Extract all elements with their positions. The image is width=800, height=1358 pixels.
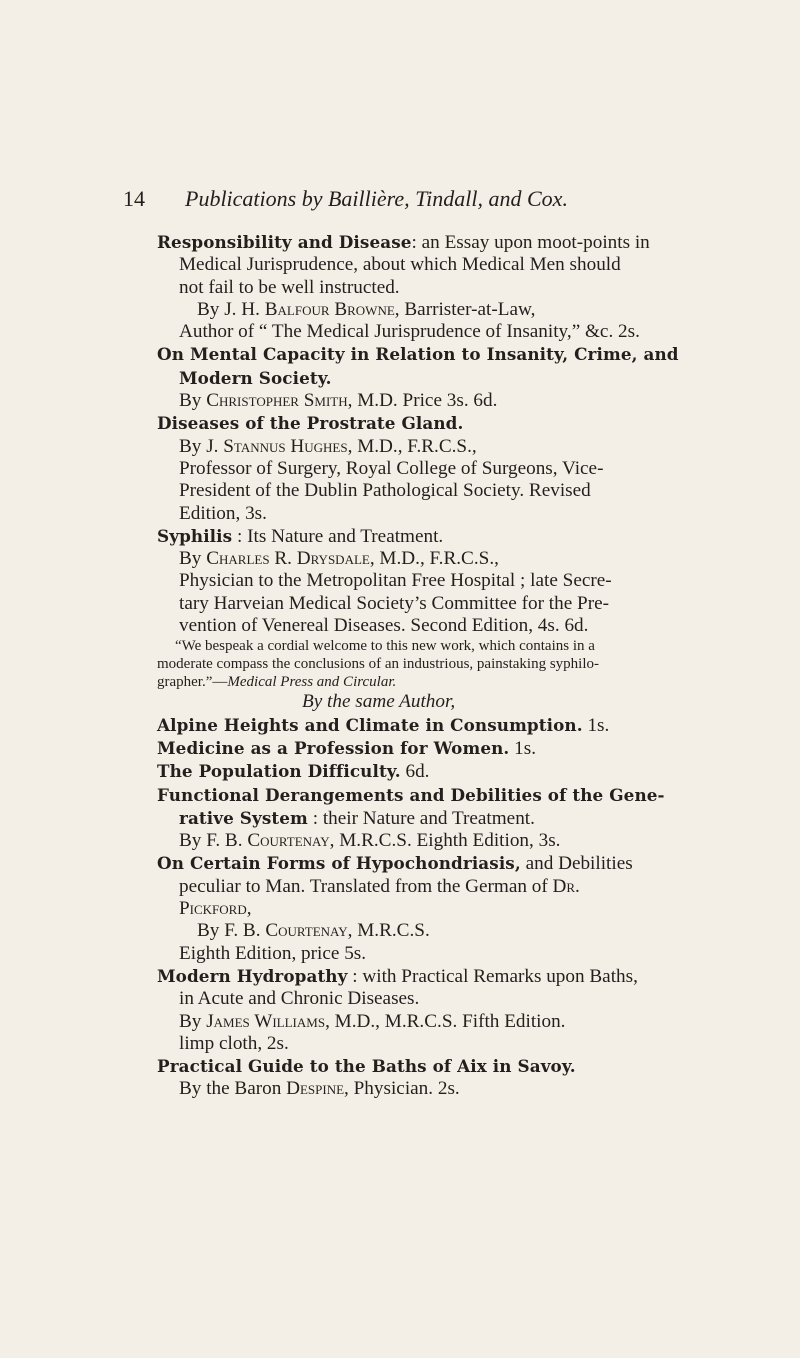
- catalogue-entry: [157, 737, 712, 760]
- entry-line: tary Harveian Medical Society’s Committee for the Pre-: [179, 592, 609, 614]
- entry-line: Professor of Surgery, Royal College of Surgeons, Vice-: [179, 457, 604, 479]
- entry-title: Medicine as a Profession for Women.: [157, 737, 510, 758]
- entry-title: Responsibility and Disease: [157, 232, 412, 252]
- same-author-text: By the same Author,: [302, 691, 456, 713]
- entry-title: Modern Hydropathy: [157, 965, 348, 986]
- catalogue-list: [157, 231, 712, 1101]
- entry-price: 1s.: [514, 737, 537, 759]
- author-name: F. B. Courtenay, M.R.C.S.: [206, 830, 412, 852]
- entry-title: The Population Difficulty.: [157, 761, 401, 782]
- entry-line: Physician to the Metropolitan Free Hospital ; late Secre-: [179, 570, 612, 592]
- entry-title: Functional Derangements and Debilities of the Gene-: [157, 784, 665, 805]
- author-name: Despine,: [286, 1078, 349, 1100]
- entry-price: 6d.: [405, 761, 430, 783]
- author-name: J. Stannus Hughes, M.D., F.R.C.S.,: [206, 435, 477, 457]
- catalogue-entry: [157, 784, 712, 853]
- byline-rest: Price 3s. 6d.: [397, 390, 498, 412]
- entry-subtitle: : their Nature and Treatment.: [307, 807, 535, 829]
- catalogue-entry: [157, 525, 712, 691]
- entry-title: Alpine Heights and Climate in Consumption.: [157, 714, 583, 735]
- author-name: F. B. Courtenay, M.R.C.S.: [224, 920, 430, 942]
- entry-line: not fail to be well instructed.: [179, 276, 400, 298]
- quote-line: “We bespeak a cordial welcome to this new work, which contains in a: [175, 638, 595, 655]
- quote-line: moderate compass the conclusions of an industrious, painstaking syphilo-: [157, 656, 600, 673]
- running-title: Publications by Baillière, Tindall, and Cox.: [185, 186, 568, 211]
- entry-line: Eighth Edition, price 5s.: [179, 942, 367, 964]
- catalogue-entry: [157, 412, 712, 524]
- entry-price: 1s.: [587, 714, 610, 736]
- same-author-heading: [157, 691, 712, 713]
- byline-prefix: By: [197, 920, 225, 942]
- author-name: Dr.: [552, 875, 580, 897]
- entry-line: Author of “ The Medical Jurisprudence of Insanity,” &c. 2s.: [179, 321, 640, 343]
- entry-title: Practical Guide to the Baths of Aix in Savoy.: [157, 1056, 576, 1077]
- author-name: Christopher Smith, M.D.: [206, 390, 398, 412]
- entry-line: Edition, 3s.: [179, 502, 267, 524]
- entry-subtitle: : with Practical Remarks upon Baths,: [347, 965, 638, 987]
- catalogue-entry: [157, 760, 712, 783]
- entry-title: On Mental Capacity in Relation to Insanity, Crime, and: [157, 344, 679, 365]
- author-name: James Williams, M.D.,: [206, 1010, 380, 1032]
- review-quote: [157, 637, 712, 691]
- byline-prefix: By: [179, 435, 207, 457]
- entry-line: limp cloth, 2s.: [179, 1032, 289, 1054]
- byline-prefix: By: [179, 1010, 207, 1032]
- page-header: [123, 186, 743, 216]
- author-name: Charles R. Drysdale, M.D., F.R.C.S.,: [206, 548, 499, 570]
- quote-source: Medical Press and Circular.: [227, 674, 397, 691]
- author-name: Pickford,: [179, 898, 252, 920]
- page-number: 14: [123, 186, 145, 211]
- byline-rest: Physician. 2s.: [348, 1078, 460, 1100]
- entry-line: vention of Venereal Diseases. Second Edition, 4s. 6d.: [179, 615, 589, 637]
- entry-subtitle: : an Essay upon moot-points in: [411, 232, 650, 253]
- entry-line: Medical Jurisprudence, about which Medical Men should: [179, 254, 621, 276]
- entry-title: On Certain Forms of Hypochondriasis,: [157, 853, 521, 874]
- catalogue-entry: [157, 852, 712, 964]
- quote-line: grapher.”—: [157, 674, 228, 691]
- byline-prefix: By: [179, 548, 207, 570]
- byline-rest: Barrister-at-Law,: [399, 298, 536, 320]
- entry-subtitle: and Debilities: [520, 853, 633, 875]
- author-name: J. H. Balfour Browne,: [224, 298, 400, 320]
- byline-prefix: By: [197, 298, 225, 320]
- entry-title: Diseases of the Prostrate Gland.: [157, 413, 464, 434]
- entry-subtitle: : Its Nature and Treatment.: [232, 525, 444, 547]
- entry-title: Syphilis: [157, 525, 233, 546]
- catalogue-entry: [157, 714, 712, 737]
- byline-prefix: By: [179, 390, 207, 412]
- entry-line: President of the Dublin Pathological Society. Revised: [179, 480, 591, 502]
- entry-title-cont: rative System: [179, 807, 308, 828]
- entry-line: peculiar to Man. Translated from the German of: [179, 875, 553, 897]
- byline-prefix: By: [179, 830, 207, 852]
- byline-prefix: By the Baron: [179, 1078, 287, 1100]
- entry-title-cont: Modern Society.: [179, 367, 332, 388]
- catalogue-entry: [157, 231, 712, 343]
- catalogue-entry: [157, 965, 712, 1055]
- catalogue-entry: [157, 343, 712, 412]
- catalogue-entry: [157, 1055, 712, 1101]
- byline-rest: Eighth Edition, 3s.: [411, 830, 561, 852]
- byline-rest: M.R.C.S. Fifth Edition.: [379, 1010, 566, 1032]
- entry-line: in Acute and Chronic Diseases.: [179, 988, 420, 1010]
